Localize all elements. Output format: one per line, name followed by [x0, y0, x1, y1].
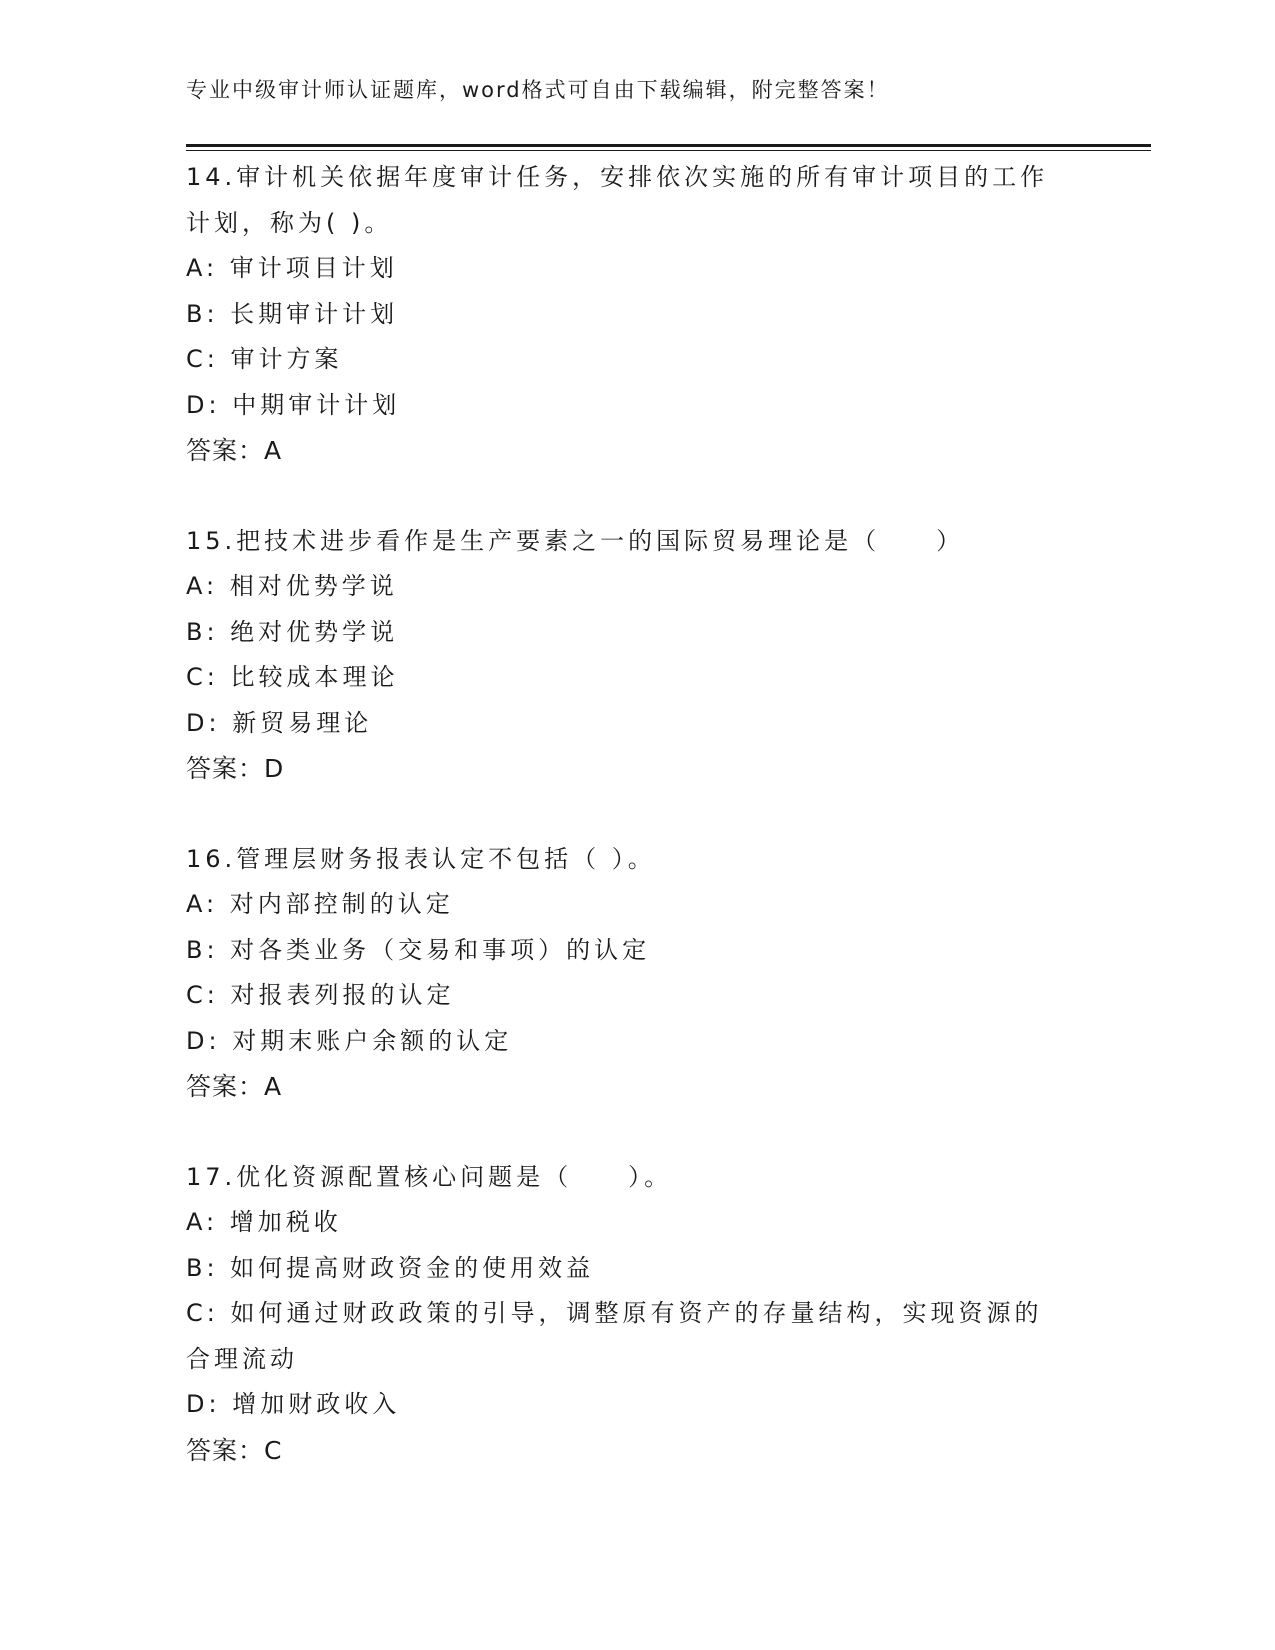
option-c: C: 审计方案 — [186, 345, 343, 373]
header-rule-thin — [186, 150, 1151, 151]
question-15 — [186, 519, 1106, 792]
option-d: D: 新贸易理论 — [186, 708, 373, 737]
page-header: 专业中级审计师认证题库，word格式可自由下载编辑，附完整答案！ — [186, 78, 890, 102]
option-b: B: 绝对优势学说 — [186, 617, 399, 646]
question-stem: 14.审计机关依据年度审计任务，安排依次实施的所有审计项目的工作 — [186, 163, 1049, 191]
option-b: B: 长期审计计划 — [186, 299, 399, 328]
option-a: A: 对内部控制的认定 — [186, 890, 454, 918]
question-list — [186, 155, 1106, 1518]
answer: 答案：A — [186, 436, 283, 465]
header-rule-thick — [186, 144, 1151, 147]
question-stem: 15.把技术进步看作是生产要素之一的国际贸易理论是（ ） — [186, 526, 965, 555]
answer: 答案：A — [186, 1072, 283, 1101]
question-stem: 17.优化资源配置核心问题是（ ）。 — [186, 1162, 673, 1191]
question-17 — [186, 1155, 1106, 1474]
option-a: A: 增加税收 — [186, 1208, 342, 1236]
option-b: B: 如何提高财政资金的使用效益 — [186, 1253, 595, 1282]
option-d: D: 对期末账户余额的认定 — [186, 1026, 513, 1055]
option-b: B: 对各类业务（交易和事项）的认定 — [186, 935, 651, 964]
answer: 答案：D — [186, 754, 285, 783]
answer: 答案：C — [186, 1435, 283, 1465]
option-d: D: 中期审计计划 — [186, 390, 401, 419]
option-c: C: 如何通过财政政策的引导，调整原有资产的存量结构，实现资源的 — [186, 1299, 1043, 1327]
option-c: C: 对报表列报的认定 — [186, 981, 455, 1009]
option-a: A: 相对优势学说 — [186, 572, 398, 600]
question-14 — [186, 155, 1106, 474]
question-stem: 16.管理层财务报表认定不包括（ ）。 — [186, 844, 656, 873]
question-stem: 计划，称为( )。 — [186, 208, 393, 237]
question-16 — [186, 837, 1106, 1110]
option-a: A: 审计项目计划 — [186, 254, 398, 282]
option-c: C: 比较成本理论 — [186, 663, 399, 691]
option-d: D: 增加财政收入 — [186, 1390, 401, 1418]
option-c-continued: 合理流动 — [186, 1344, 298, 1373]
